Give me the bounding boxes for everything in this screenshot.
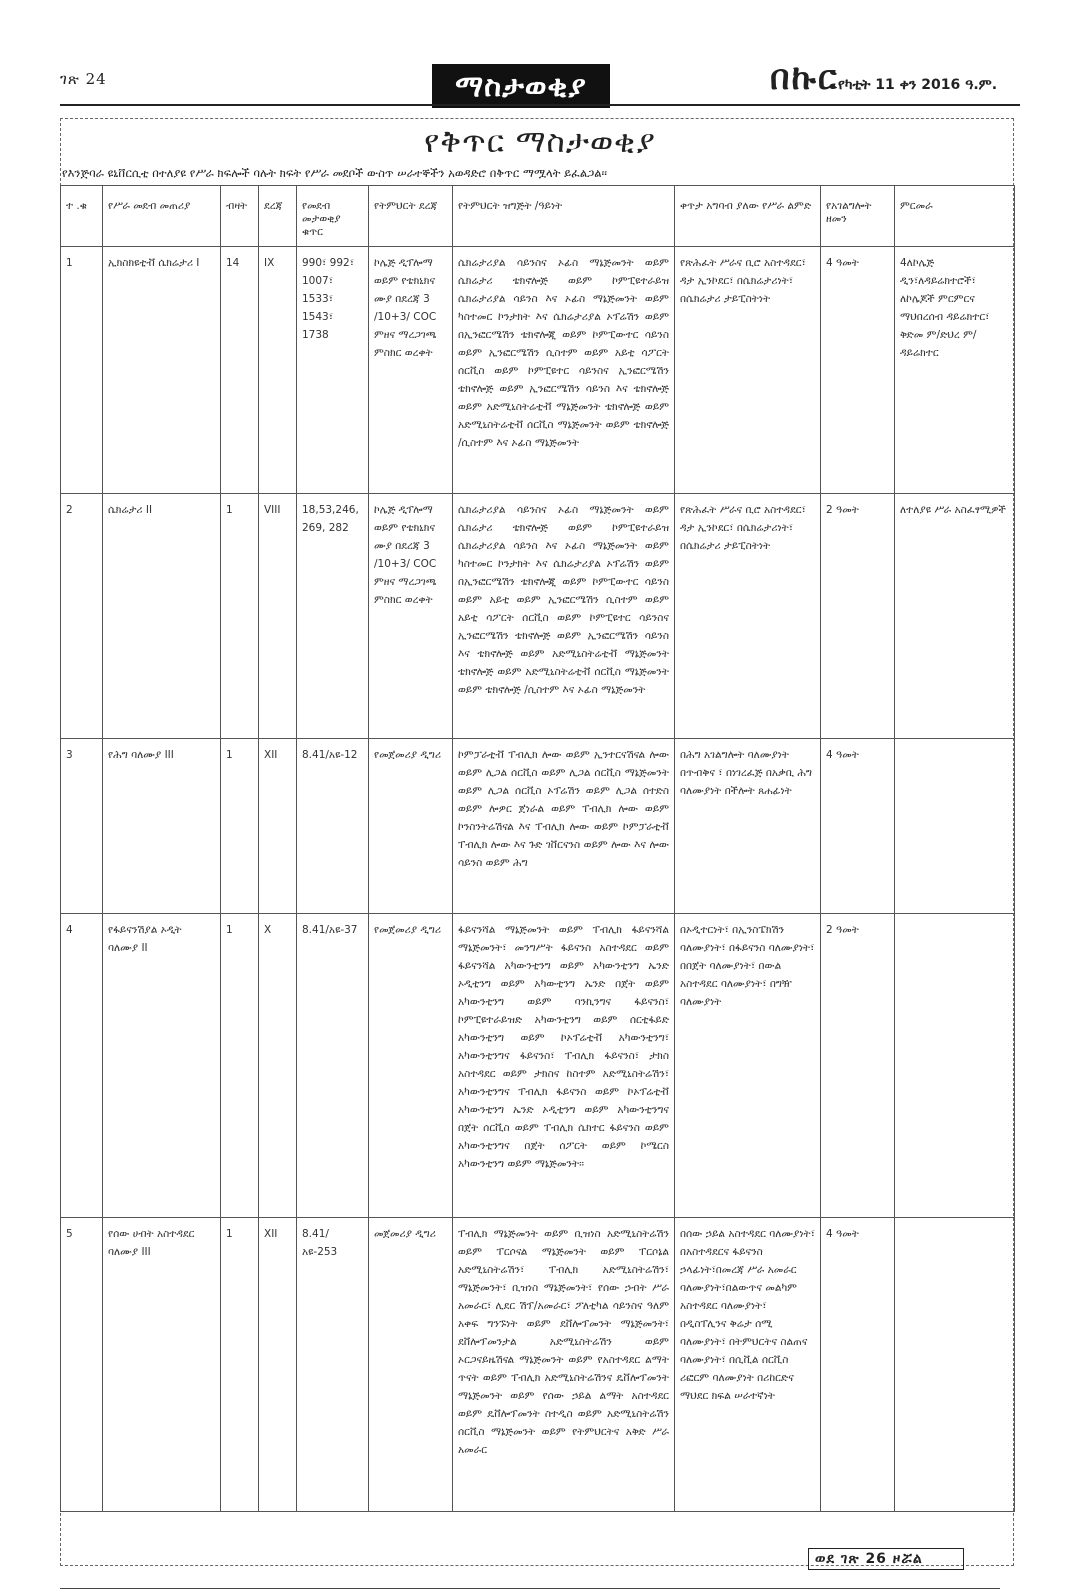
table-header-row: [61, 186, 1015, 247]
cell-experience: የጽሕፈት ሥራና ቢሮ አስተዳደር፣ ዳታ ኢንኮደር፣ በሴክሬታሪነት፣ በሴክሬታሪ ታይፒስትነት: [675, 247, 821, 494]
cell-service: 4 ዓመት: [821, 739, 895, 914]
cell-job-id: 8.41/አዩ-253: [297, 1218, 369, 1512]
cell-grade: XII: [259, 1218, 297, 1512]
col-header-service: የአገልግሎት ዘመን: [821, 186, 895, 247]
cell-no: 3: [61, 739, 103, 914]
notice-title: የቅጥር ማስታወቂያ: [424, 124, 656, 160]
cell-edu-level: የመጀመሪያ ዲግሪ: [369, 914, 453, 1218]
cell-service: 4 ዓመት: [821, 1218, 895, 1512]
cell-field: ፐብሊክ ማኔጅመንት ወይም ቢዝነስ አድሚኒስትሬሽን ወይም ፐርሶናል ማኔጅመንት ወይም ፐርሶኔል አድሚኒስትሬሽን፣ ፐብሊክ አድሚኒስትሬሽን፣ ማኔጅመንት፣ ቢዝነስ ማኔጅመንት፣ የሰው ኃብት ሥራ አመራር፣ ሊደር ሽፕ/አመራር፣ ፖለቲካል ሳይንስና ዓለም አቀፍ ግንኙነት ወይም ደቨሎፕመንት ማኔጅመንት፣ ደቨሎፕመንታል አድሚኒስትሬሽን ወይም ኦርጋናይዜሽናል ማኔጅመንት ወይም የአስተዳደር ልማት ጥናት ወይም ፐብሊክ አድሚኒስትሬሽንና ዴቨሎፕመንት ማኔጅመንት ወይም የሰው ኃይል ልማት አስተዳደር ወይም ዴቨሎፕመንት ስተዲስ ወይም አድሚኒስትሬሽን ሰርቪስ ማኔጅመንት ወይም የትምህርትና አቅድ ሥራ አመራር: [453, 1218, 675, 1512]
cell-no: 2: [61, 494, 103, 739]
col-header-job-id: የመደብ መታወቂያ ቁጥር: [297, 186, 369, 247]
footer-rule: [60, 1588, 1000, 1589]
cell-grade: IX: [259, 247, 297, 494]
cell-grade: VIII: [259, 494, 297, 739]
cell-field: ሴክሬታሪያል ሳይንስና ኦፊስ ማኔጅመንት ወይም ሴክሬታሪ ቴክኖሎጅ ወይም ኮምፒዩተራይዝ ሴክሬታሪያል ሳይንስ እና ኦፊስ ማኔጅመንት ወይም ካስተመር ኮንታክት እና ሴክሬታሪያል ኦፕሬሽን ወይም በኢንፎርሜሽን ቴክኖሎጂ ወይም ኮምፒውተር ሳይንስ ወይም ኢንፎርሜሽን ሲስተም ወይም አይቲ ሳፖርት ሰርቪስ ወይም ኮምፒዩተር ሳይንስና ኢንፎርሜሽን ቴክኖሎጅ ወይም ኢንፎርሜሽን ሳይንስ እና ቴክኖሎጅ ወይም አድሚኒስትሬቲቭ ማኔጅመንት ቴክኖሎጅ ወይም አድሚኒስትሬቲቭ ሰርቪስ ማኔጅመንት ወይም ቴክኖሎጅ /ሲስተም እና ኦፊስ ማኔጅመንት: [453, 247, 675, 494]
table-row: [61, 1218, 1015, 1512]
cell-remark: ለተለያዩ ሥራ አስፈፃሚዎች: [895, 494, 1015, 739]
notice-intro: የእንጅባራ ዩኒቨርሲቲ በተለያዩ የሥራ ክፍሎች ባሉት ክፍት የሥራ መደቦች ውስጥ ሠራተኞችን አወዳድሮ በቅጥር ማሟላት ይፈልጋል፡፡: [62, 166, 607, 180]
col-header-qty: ብዛት: [221, 186, 259, 247]
cell-no: 1: [61, 247, 103, 494]
cell-service: 2 ዓመት: [821, 494, 895, 739]
cell-job-id: 8.41/አዩ-12: [297, 739, 369, 914]
cell-title: ሴክሬታሪ II: [103, 494, 221, 739]
cell-service: 4 ዓመት: [821, 247, 895, 494]
col-header-title: የሥራ መደብ መጠሪያ: [103, 186, 221, 247]
continued-on-page-note: ወደ ገጽ 26 ዞሯል: [808, 1548, 964, 1570]
cell-no: 5: [61, 1218, 103, 1512]
cell-field: ኮምፓራቲቭ ፐብሊክ ሎው ወይም ኢንተርናሽናል ሎው ወይም ሊጋል ሰርቪስ ወይም ሊጋል ሰርቪስ ማኔጅመንት ወይም ሊጋል ሰርቪስ ኦፕሬሽን ወይም ሊጋል ሰተድስ ወይም ሎዎር ጀነራል ወይም ፐብሊክ ሎው ወይም ኮንስንትሬሽናል እና ፐብሊክ ሎው ወይም ኮምፓራቲቭ ፐብሊክ ሎው እና ጉድ ገቨርናንስ ወይም ሎው እና ሎው ሳይንስ ወይም ሕግ: [453, 739, 675, 914]
cell-remark: [895, 1218, 1015, 1512]
cell-job-id: 8.41/አዩ-37: [297, 914, 369, 1218]
table-row: [61, 914, 1015, 1218]
cell-edu-level: የመጀመሪያ ዲግሪ: [369, 739, 453, 914]
cell-qty: 14: [221, 247, 259, 494]
cell-edu-level: ኮሌጅ ዲፕሎማ ወይም የቴክኒክና ሙያ በደረጃ 3 /10+3/ COC ምዘና ማረጋገጫ ምስክር ወረቀት: [369, 247, 453, 494]
table-row: [61, 247, 1015, 494]
cell-job-id: 990፣ 992፣ 1007፣ 1533፣ 1543፣ 1738: [297, 247, 369, 494]
cell-field: ፋይናንሻል ማኔጅመንት ወይም ፐብሊክ ፋይናንሻል ማኔጅመንት፣ መንግሥት ፋይናንስ አስተዳደር ወይም ፋይናንሻል አካውንቲንግ ወይም አካውንቲንግ ኤንድ ኦዲቲንግ ወይም አካውቲንግ ኤንድ በጀት ወይም አካውንቲንግ ወይም ባንኪንግና ፋይናንስ፣ ኮምፒዩተራይዝድ አካውንቲንግ ወይም ሰርቲፋይድ አካውንቲንግ ወይም ኮኦፕሬቲቭ አካውንቲንግ፣ አካውንቲንግና ፋይናንስ፣ ፐብሊክ ፋይናንስ፣ ታክስ አስተዳደር ወይም ታክስና ከስተም አድሚኒስትሬሽን፣ አካውንቲንግና ፐብሊክ ፋይናንስ ወይም ኮኦፕሬቲቭ አካውንቲንግ ኤንድ ኦዲቲንግ ወይም አካውንቲንግና በጀት ሰርቪስ ወይም ፐብሊክ ሴክተር ፋይናንስ ወይም አካውንቲንግና በጀት ሰፖርት ወይም ኮሜርስ አካውንቲንግ ወይም ማኔጅመንት፡፡: [453, 914, 675, 1218]
cell-remark: [895, 739, 1015, 914]
table-row: [61, 494, 1015, 739]
cell-experience: በሕግ አገልግሎት ባለሙያነት በጥብቅና ፣ በነገረፈጅ በአቃቢ ሕግ ባለሙያነት በችሎት ጸሐፊነት: [675, 739, 821, 914]
cell-experience: በሰው ኃይል አስተዳደር ባለሙያነት፣ በአስተዳደርና ፋይናንስ ኃላፊነት፣በመረጃ ሥራ አመራር ባለሙያነት፣በልውጥና መልካም አስተዳደር ባለሙያነት፣ በዲስፐሊንና ቅሬታ ሰሚ ባለሙያነት፣ በትምህርትና ስልጠና ባለሙያነት፣ በሲቪል ሰርቪስ ሪፎርም ባለሙያነት በሪከርድና ማህደር ክፍል ሠራተኛነት: [675, 1218, 821, 1512]
col-header-edu-level: የትምህርት ደረጃ: [369, 186, 453, 247]
table-row: [61, 739, 1015, 914]
cell-qty: 1: [221, 494, 259, 739]
cell-grade: X: [259, 914, 297, 1218]
cell-job-id: 18,53,246, 269, 282: [297, 494, 369, 739]
issue-date: የካቲት 11 ቀን 2016 ዓ.ም.: [838, 77, 998, 93]
vacancy-table: [60, 185, 1015, 1512]
cell-title: ኢክስክዩቲቭ ሴክሬታሪ I: [103, 247, 221, 494]
cell-qty: 1: [221, 1218, 259, 1512]
newspaper-name: በኩር: [770, 58, 839, 98]
cell-remark: 4ለኮሌጅ ዲን፣ለዳይሬክተሮች፣ ለኮሌጆች ምርምርና ማህበረሰብ ዳይሬክተር፣ ቅድመ ም/ድህረ ም/ ዳይሬክተር: [895, 247, 1015, 494]
masthead-banner: ማስታወቂያ: [432, 64, 610, 108]
cell-no: 4: [61, 914, 103, 1218]
cell-title: የፋይናንሽያል ኦዲት ባለሙያ II: [103, 914, 221, 1218]
col-header-experience: ቀጥታ አግባብ ያለው የሥራ ልምድ: [675, 186, 821, 247]
cell-edu-level: መጀመሪያ ዲግሪ: [369, 1218, 453, 1512]
col-header-grade: ደረጃ: [259, 186, 297, 247]
cell-service: 2 ዓመት: [821, 914, 895, 1218]
col-header-remark: ምርመራ: [895, 186, 1015, 247]
cell-edu-level: ኮሌጅ ዲፕሎማ ወይም የቴክኒክና ሙያ በደረጃ 3 /10+3/ COC ምዘና ማረጋገጫ ምስክር ወረቀት: [369, 494, 453, 739]
cell-title: የሰው ሀብት አስተዳደር ባለሙያ III: [103, 1218, 221, 1512]
col-header-no: ተ .ቁ: [61, 186, 103, 247]
header-rule: [60, 104, 1020, 106]
cell-experience: በኦዲተርነት፣ በኢንስፔክሽን ባለሙያነት፣ በፋይናንስ ባለሙያነት፣ በበጀት ባለሙያነት፣ በውል አስተዳደር ባለሙያነት፣ በግዥ ባለሙያነት: [675, 914, 821, 1218]
cell-grade: XII: [259, 739, 297, 914]
cell-remark: [895, 914, 1015, 1218]
page-number: ገጽ 24: [60, 70, 107, 88]
cell-qty: 1: [221, 739, 259, 914]
cell-title: የሕግ ባለሙያ III: [103, 739, 221, 914]
cell-qty: 1: [221, 914, 259, 1218]
cell-field: ሴክሬታሪያል ሳይንስና ኦፊስ ማኔጅመንት ወይም ሴክሬታሪ ቴክኖሎጅ ወይም ኮምፒዩተራይዝ ሴክሬታሪያል ሳይንስ እና ኦፊስ ማኔጅመንት ወይም ካስተመር ኮንታክት እና ሴክሬታሪያል ኦፕሬሽን ወይም በኢንፎርሜሽን ቴክኖሎጂ ወይም ኮምፒውተር ሳይንስ ወይም አይቲ ወይም ኢንፎርሜሽን ሲስተም ወይም አይቲ ሳፖርት ሰርቪስ ወይም ኮምፒዩተር ሳይንስና ኢንፎርሜሽን ቴክኖሎጅ ወይም ኢንፎርሜሽን ሳይንስ እና ቴክኖሎጅ ወይም አድሚኒስትሬቲቭ ማኔጅመንት ቴክኖሎጅ ወይም አድሚኒስትሬቲቭ ሰርቪስ ማኔጅመንት ወይም ቴክኖሎጅ /ሲስተም እና ኦፊስ ማኔጅመንት: [453, 494, 675, 739]
cell-experience: የጽሕፈት ሥራና ቢሮ አስተዳደር፣ ዳታ ኢንኮደር፣ በሴክሬታሪነት፣ በሴክሬታሪ ታይፒስትነት: [675, 494, 821, 739]
col-header-field: የትምህርት ዝግጅት /ዓይነት: [453, 186, 675, 247]
